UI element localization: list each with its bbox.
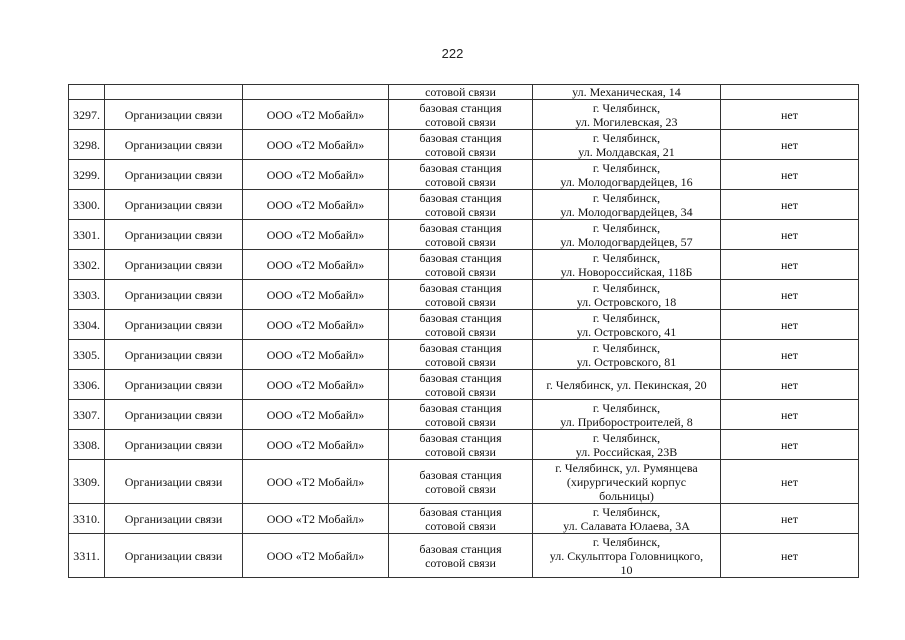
operator-cell: ООО «Т2 Мобайл» [243,130,389,160]
row-number-cell: 3311. [69,534,105,578]
result-cell: нет [721,460,859,504]
address-cell [533,370,721,400]
operator-cell: ООО «Т2 Мобайл» [243,250,389,280]
object-cell-line: сотовой связи [425,204,496,219]
object-cell [389,160,533,190]
object-cell-line: базовая станция [419,340,502,355]
object-cell [389,190,533,220]
object-cell [389,220,533,250]
object-cell [389,460,533,504]
address-cell-line: г. Челябинск, [592,250,661,265]
operator-cell: ООО «Т2 Мобайл» [243,100,389,130]
result-cell: нет [721,190,859,220]
object-cell [389,370,533,400]
address-cell-line: ул. Салавата Юлаева, 3А [563,518,690,533]
category-cell: Организации связи [105,534,243,578]
object-cell-line: базовая станция [419,430,502,445]
address-cell [533,250,721,280]
object-cell [389,504,533,534]
address-cell-line: (хирургический корпус [566,474,687,489]
row-number-cell: 3308. [69,430,105,460]
address-cell [533,160,721,190]
object-cell [389,340,533,370]
object-cell-line: базовая станция [419,190,502,205]
category-cell: Организации связи [105,130,243,160]
category-cell: Организации связи [105,370,243,400]
registry-table [68,84,859,578]
result-cell: нет [721,250,859,280]
address-cell [533,220,721,250]
object-cell-line: сотовой связи [425,518,496,533]
category-cell: Организации связи [105,430,243,460]
result-cell: нет [721,310,859,340]
object-cell-line: сотовой связи [425,481,496,496]
operator-cell [243,85,389,100]
result-cell: нет [721,280,859,310]
table-row [69,130,859,160]
category-cell: Организации связи [105,100,243,130]
object-cell-line: сотовой связи [425,144,496,159]
address-cell-line: ул. Островского, 81 [576,354,677,369]
operator-cell: ООО «Т2 Мобайл» [243,370,389,400]
result-cell: нет [721,430,859,460]
address-cell-line: г. Челябинск, ул. Пекинская, 20 [546,377,707,392]
object-cell-line: базовая станция [419,370,502,385]
address-cell-line: г. Челябинск, [592,190,661,205]
object-cell-line: базовая станция [419,310,502,325]
table-row-continuation [69,85,859,100]
address-cell-line: ул. Молодогвардейцев, 16 [560,174,693,189]
address-cell-line: г. Челябинск, [592,130,661,145]
object-cell-line: сотовой связи [425,324,496,339]
operator-cell: ООО «Т2 Мобайл» [243,400,389,430]
table-row [69,460,859,504]
address-cell-line: г. Челябинск, ул. Румянцева [555,460,698,475]
address-cell [533,100,721,130]
object-cell-line: базовая станция [419,467,502,482]
table-row [69,250,859,280]
result-cell: нет [721,220,859,250]
table-row [69,340,859,370]
table-row [69,370,859,400]
category-cell: Организации связи [105,340,243,370]
address-cell-line: г. Челябинск, [592,160,661,175]
operator-cell: ООО «Т2 Мобайл» [243,430,389,460]
address-cell [533,504,721,534]
category-cell: Организации связи [105,220,243,250]
row-number-cell: 3301. [69,220,105,250]
table-row [69,400,859,430]
table-row [69,100,859,130]
category-cell: Организации связи [105,400,243,430]
result-cell: нет [721,400,859,430]
object-cell-line: сотовой связи [425,114,496,129]
address-cell: ул. Механическая, 14 [533,85,721,100]
address-cell [533,310,721,340]
category-cell: Организации связи [105,160,243,190]
operator-cell: ООО «Т2 Мобайл» [243,534,389,578]
address-cell-line: г. Челябинск, [592,534,661,549]
address-cell [533,340,721,370]
operator-cell: ООО «Т2 Мобайл» [243,220,389,250]
address-cell [533,460,721,504]
address-cell-line: г. Челябинск, [592,430,661,445]
row-number-cell: 3299. [69,160,105,190]
table-row [69,430,859,460]
address-cell [533,130,721,160]
row-number-cell: 3309. [69,460,105,504]
category-cell: Организации связи [105,190,243,220]
address-cell-line: ул. Новороссийская, 118Б [560,264,693,279]
table-body [69,85,859,578]
table-row [69,190,859,220]
page-number: 222 [441,46,464,61]
result-cell: нет [721,504,859,534]
object-cell [389,400,533,430]
result-cell: нет [721,370,859,400]
address-cell-line: ул. Могилевская, 23 [575,114,678,129]
address-cell-line: г. Челябинск, [592,400,661,415]
address-cell-line: ул. Скульптора Головницкого, [549,548,704,563]
table-row [69,160,859,190]
object-cell [389,310,533,340]
row-number-cell: 3310. [69,504,105,534]
operator-cell: ООО «Т2 Мобайл» [243,280,389,310]
result-cell: нет [721,130,859,160]
address-cell-line: г. Челябинск, [592,280,661,295]
address-cell-line: г. Челябинск, [592,340,661,355]
address-cell [533,190,721,220]
operator-cell: ООО «Т2 Мобайл» [243,310,389,340]
address-cell-line: ул. Молдавская, 21 [578,144,675,159]
object-cell-line: базовая станция [419,220,502,235]
result-cell: нет [721,534,859,578]
object-cell-line: сотовой связи [425,264,496,279]
address-cell-line: ул. Молодогвардейцев, 57 [560,234,693,249]
result-cell: нет [721,340,859,370]
row-number-cell: 3303. [69,280,105,310]
object-cell [389,430,533,460]
address-cell-line: ул. Островского, 41 [576,324,677,339]
result-cell [721,85,859,100]
address-cell-line: ул. Молодогвардейцев, 34 [560,204,693,219]
category-cell: Организации связи [105,504,243,534]
row-number-cell [69,85,105,100]
object-cell [389,280,533,310]
address-cell [533,400,721,430]
operator-cell: ООО «Т2 Мобайл» [243,190,389,220]
row-number-cell: 3300. [69,190,105,220]
address-cell [533,534,721,578]
object-cell [389,100,533,130]
object-cell-line: сотовой связи [425,294,496,309]
object-cell [389,534,533,578]
operator-cell: ООО «Т2 Мобайл» [243,340,389,370]
object-cell-line: сотовой связи [425,444,496,459]
address-cell-line: г. Челябинск, [592,220,661,235]
address-cell [533,430,721,460]
object-cell-line: базовая станция [419,541,502,556]
object-cell-line: сотовой связи [425,384,496,399]
object-cell-line: базовая станция [419,130,502,145]
object-cell-line: сотовой связи [425,555,496,570]
address-cell-line: больницы) [599,488,654,503]
category-cell: Организации связи [105,250,243,280]
row-number-cell: 3307. [69,400,105,430]
address-cell-line: ул. Приборостроителей, 8 [560,414,693,429]
address-cell-line: ул. Островского, 18 [576,294,677,309]
row-number-cell: 3305. [69,340,105,370]
object-cell [389,130,533,160]
table-row [69,310,859,340]
object-cell: сотовой связи [389,85,533,100]
operator-cell: ООО «Т2 Мобайл» [243,160,389,190]
row-number-cell: 3302. [69,250,105,280]
object-cell-line: базовая станция [419,160,502,175]
row-number-cell: 3297. [69,100,105,130]
operator-cell: ООО «Т2 Мобайл» [243,460,389,504]
table-row [69,534,859,578]
object-cell-line: базовая станция [419,100,502,115]
category-cell [105,85,243,100]
result-cell: нет [721,160,859,190]
object-cell-line: базовая станция [419,504,502,519]
table-row [69,280,859,310]
address-cell-line: 10 [620,562,633,577]
result-cell: нет [721,100,859,130]
address-cell-line: ул. Российская, 23В [575,444,678,459]
row-number-cell: 3306. [69,370,105,400]
object-cell-line: базовая станция [419,280,502,295]
address-cell [533,280,721,310]
table-row [69,504,859,534]
address-cell-line: г. Челябинск, [592,504,661,519]
object-cell [389,250,533,280]
address-cell-line: г. Челябинск, [592,310,661,325]
object-cell-line: сотовой связи [425,414,496,429]
category-cell: Организации связи [105,310,243,340]
object-cell-line: базовая станция [419,250,502,265]
operator-cell: ООО «Т2 Мобайл» [243,504,389,534]
row-number-cell: 3304. [69,310,105,340]
category-cell: Организации связи [105,280,243,310]
category-cell: Организации связи [105,460,243,504]
object-cell-line: базовая станция [419,400,502,415]
object-cell-line: сотовой связи [425,174,496,189]
address-cell-line: г. Челябинск, [592,100,661,115]
row-number-cell: 3298. [69,130,105,160]
object-cell-line: сотовой связи [425,354,496,369]
object-cell-line: сотовой связи [425,234,496,249]
table-row [69,220,859,250]
